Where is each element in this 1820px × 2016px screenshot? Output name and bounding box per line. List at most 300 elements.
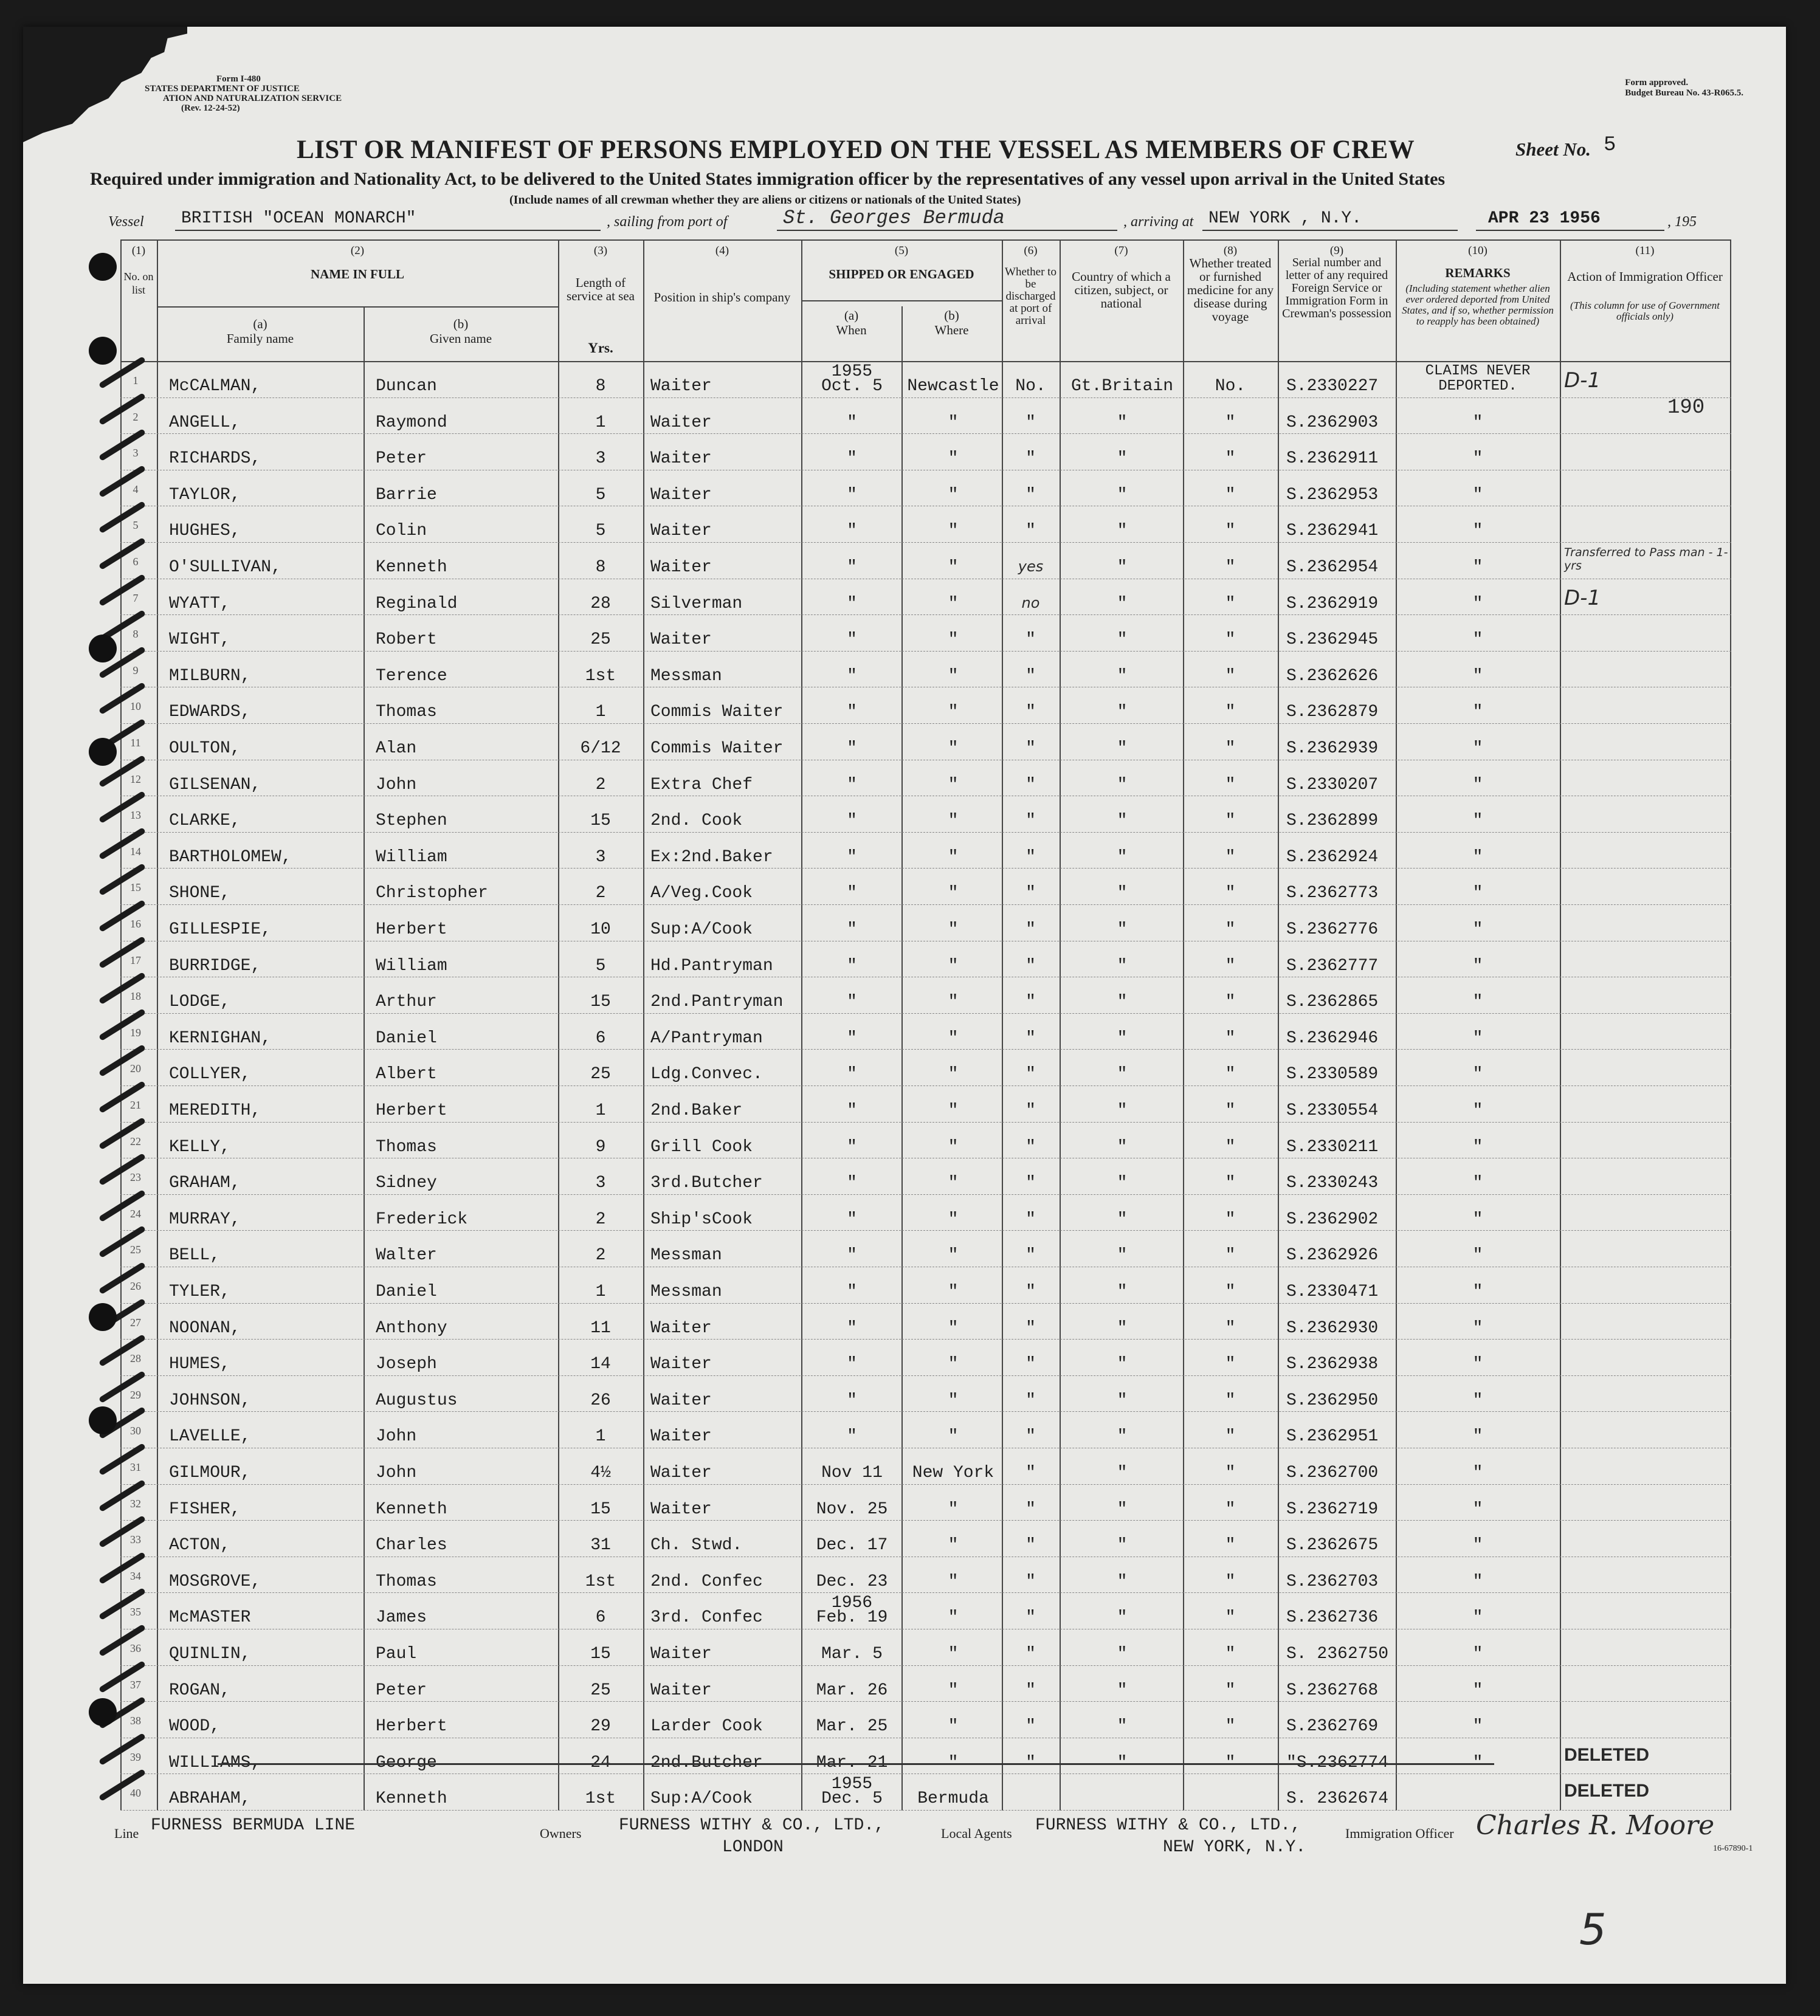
table-row: [120, 1339, 1731, 1375]
cell-position: Waiter: [650, 1464, 712, 1482]
table-row: [120, 1013, 1731, 1050]
cell-serial: S.2362919: [1286, 594, 1379, 613]
row-number: 23: [130, 1171, 141, 1184]
cell-country: ": [1117, 449, 1128, 469]
cell-discharged: ": [1025, 920, 1036, 939]
cell-where: ": [948, 1536, 959, 1555]
header-country: Country of which a citizen, subject, or national: [1072, 269, 1171, 311]
cell-when: Feb. 19: [816, 1608, 888, 1628]
table-row: [120, 1303, 1731, 1340]
page-title: LIST OR MANIFEST OF PERSONS EMPLOYED ON THE VESSEL AS MEMBERS OF CREW: [297, 136, 1415, 164]
cell-country: ": [1117, 1391, 1128, 1410]
cell-where: ": [948, 1318, 959, 1338]
cell-family: WILLIAMS,: [169, 1753, 261, 1772]
cell-position: Larder Cook: [650, 1717, 763, 1736]
cell-length: 6: [595, 1608, 606, 1628]
cell-length: 24: [590, 1753, 611, 1772]
cell-position: 3rd.Butcher: [650, 1174, 763, 1193]
cell-remarks: ": [1472, 485, 1483, 504]
cell-given: John: [376, 1464, 417, 1482]
cell-position: 2nd.Pantryman: [650, 993, 784, 1012]
cell-length: 2: [595, 775, 606, 794]
header-when-sub: (a): [844, 308, 859, 323]
cell-when: ": [847, 666, 857, 686]
row-number: 3: [133, 447, 139, 459]
cell-discharged: ": [1025, 666, 1036, 686]
cell-position: Grill Cook: [650, 1137, 753, 1157]
row-number: 15: [130, 881, 141, 894]
cell-serial: S.2362911: [1286, 449, 1379, 469]
row-number: 35: [130, 1606, 141, 1619]
cell-given: William: [376, 847, 447, 867]
col-num-9: (9): [1329, 244, 1344, 257]
cell-given: Peter: [376, 449, 427, 469]
cell-country: ": [1117, 1717, 1128, 1736]
row-number: 39: [130, 1750, 141, 1763]
cell-remarks: ": [1472, 558, 1483, 577]
cell-remarks: ": [1472, 413, 1483, 432]
cell-medicine: ": [1225, 1464, 1236, 1482]
binder-hole: [89, 337, 117, 365]
binder-hole: [89, 738, 117, 766]
cell-length: 4½: [590, 1464, 611, 1482]
cell-length: 15: [590, 1499, 611, 1519]
cell-position: Silverman: [650, 594, 743, 613]
cell-length: 15: [590, 811, 611, 831]
cell-where: ": [948, 666, 959, 686]
approved-label: Form approved.: [1625, 78, 1689, 88]
cell-when: ": [847, 956, 857, 975]
cell-remarks: ": [1472, 630, 1483, 650]
cell-position: 3rd. Confec: [650, 1608, 763, 1628]
cell-discharged: ": [1025, 1499, 1036, 1519]
table-row: [120, 1520, 1731, 1557]
cell-length: 3: [595, 1174, 606, 1193]
cell-where: ": [948, 1391, 959, 1410]
cell-remarks: ": [1472, 993, 1483, 1012]
cell-when: ": [847, 847, 857, 867]
cell-given: Anthony: [376, 1318, 447, 1338]
cell-remarks: ": [1472, 775, 1483, 794]
cell-action: Transferred to Pass man - 1-yrs: [1564, 546, 1728, 573]
header-given-name: Given name: [429, 331, 492, 346]
cell-length: 5: [595, 521, 606, 541]
arriving-label: , arriving at: [1123, 214, 1194, 230]
cell-length: 3: [595, 449, 606, 469]
cell-remarks: ": [1472, 703, 1483, 722]
cell-medicine: ": [1225, 1391, 1236, 1410]
cell-discharged: ": [1025, 739, 1036, 758]
cell-family: LAVELLE,: [169, 1427, 251, 1447]
cell-serial: S. 2362750: [1286, 1645, 1389, 1663]
manifest-sheet: [23, 27, 1786, 1984]
cell-family: KERNIGHAN,: [169, 1028, 272, 1048]
cell-when: Dec. 5: [821, 1789, 883, 1809]
cell-when: Mar. 25: [816, 1717, 888, 1736]
table-row: [120, 361, 1731, 397]
cell-country: ": [1117, 920, 1128, 939]
cell-serial: S.2330243: [1286, 1174, 1379, 1193]
cell-medicine: ": [1225, 1608, 1236, 1628]
header-remarks-note: (Including statement whether alien ever ordered deported from United States, and if so, whether permission to reapply has been obtained): [1402, 283, 1554, 327]
cell-position: Commis Waiter: [650, 703, 784, 722]
cell-serial: S.2362924: [1286, 847, 1379, 867]
cell-family: McMASTER: [169, 1608, 251, 1628]
table-row: [120, 1665, 1731, 1702]
cell-family: O'SULLIVAN,: [169, 558, 281, 577]
cell-action: DELETED: [1564, 1781, 1650, 1801]
table-row: [120, 1411, 1731, 1448]
cell-country: ": [1117, 1427, 1128, 1447]
cell-serial: S.2362899: [1286, 811, 1379, 831]
cell-country: ": [1117, 1572, 1128, 1591]
row-number: 32: [130, 1497, 141, 1510]
cell-discharged: ": [1025, 1028, 1036, 1048]
cell-position: Extra Chef: [650, 775, 753, 794]
service: ATION AND NATURALIZATION SERVICE: [163, 94, 342, 103]
row-number: 28: [130, 1352, 141, 1365]
table-row: [120, 1629, 1731, 1665]
cell-discharged: ": [1025, 1572, 1036, 1591]
cell-medicine: ": [1225, 1282, 1236, 1301]
cell-medicine: ": [1225, 956, 1236, 975]
cell-serial: S.2362879: [1286, 703, 1379, 722]
cell-serial: S.2362950: [1286, 1391, 1379, 1410]
header-given-sub: (b): [453, 317, 469, 331]
cell-length: 1st: [585, 1572, 616, 1591]
cell-medicine: ": [1225, 993, 1236, 1012]
cell-discharged: ": [1025, 1174, 1036, 1193]
cell-discharged: ": [1025, 1246, 1036, 1265]
cell-discharged: no: [1021, 594, 1040, 611]
cell-discharged: ": [1025, 1355, 1036, 1374]
cell-family: BELL,: [169, 1246, 221, 1265]
cell-when-year: 1955: [831, 362, 873, 381]
cell-when: ": [847, 1282, 857, 1301]
cell-where: Newcastle: [907, 377, 999, 396]
cell-where: ": [948, 1209, 959, 1229]
cell-given: Herbert: [376, 920, 447, 939]
cell-where: ": [948, 1137, 959, 1157]
row-number: 17: [130, 954, 141, 966]
cell-country: Gt.Britain: [1070, 377, 1174, 396]
cell-where: ": [948, 1355, 959, 1374]
form-approved: [1625, 78, 1743, 98]
cell-where: ": [948, 1608, 959, 1628]
cell-length: 2: [595, 1209, 606, 1229]
cell-length: 8: [595, 558, 606, 577]
table-row: [120, 1375, 1731, 1412]
cell-where: ": [948, 630, 959, 650]
cell-serial: S.2330211: [1286, 1137, 1379, 1157]
cell-given: Kenneth: [376, 1499, 447, 1519]
row-number: 24: [130, 1207, 141, 1220]
table-row: [120, 542, 1731, 579]
agents-value: FURNESS WITHY & CO., LTD.,: [1035, 1816, 1301, 1835]
cell-when: ": [847, 993, 857, 1012]
cell-position: Waiter: [650, 1681, 712, 1700]
cell-given: Herbert: [376, 1717, 447, 1736]
header-serial: Serial number and letter of any required Foreign Service or Immigration Form in Crewman's possession: [1282, 256, 1391, 320]
cell-given: Charles: [376, 1536, 447, 1555]
cell-medicine: ": [1225, 1427, 1236, 1447]
cell-position: Ldg.Convec.: [650, 1065, 763, 1084]
cell-remarks: ": [1472, 1282, 1483, 1301]
cell-where: ": [948, 739, 959, 758]
cell-remarks: ": [1472, 1572, 1483, 1591]
cell-family: FISHER,: [169, 1499, 241, 1519]
cell-serial: S.2362768: [1286, 1681, 1379, 1700]
cell-where: ": [948, 1753, 959, 1772]
table-row: [120, 1267, 1731, 1303]
cell-position: Waiter: [650, 1391, 712, 1410]
header-no-on-list: No. on list: [123, 270, 154, 296]
col-num-7: (7): [1114, 244, 1128, 257]
table-row: [120, 1484, 1731, 1521]
cell-given: Albert: [376, 1065, 437, 1084]
cell-serial: S.2362939: [1286, 739, 1379, 758]
cell-family: MEREDITH,: [169, 1101, 261, 1120]
row-number: 8: [133, 628, 139, 641]
cell-given: Frederick: [376, 1209, 468, 1229]
cell-discharged: ": [1025, 1608, 1036, 1628]
cell-action: D-1: [1564, 368, 1601, 393]
cell-medicine: ": [1225, 1101, 1236, 1120]
cell-serial: S.2362941: [1286, 521, 1379, 541]
cell-family: TAYLOR,: [169, 485, 241, 504]
cell-where: ": [948, 1499, 959, 1519]
cell-when: ": [847, 449, 857, 469]
header-where-sub: (b): [944, 308, 959, 323]
crew-table: [120, 239, 1731, 1811]
cell-discharged: ": [1025, 811, 1036, 831]
row-number: 14: [130, 845, 141, 858]
cell-family: MILBURN,: [169, 666, 251, 686]
cell-when: Nov. 25: [816, 1499, 888, 1519]
cell-country: ": [1117, 1536, 1128, 1555]
header-family-name: Family name: [226, 331, 294, 346]
cell-medicine: ": [1225, 920, 1236, 939]
subtitle: Required under immigration and Nationality Act, to be delivered to the United States immigration officer by the representatives of any vessel upon arrival in the United States: [90, 169, 1446, 189]
cell-remarks: ": [1472, 1174, 1483, 1193]
table-row: [120, 1230, 1731, 1267]
cell-given: Thomas: [376, 1572, 437, 1591]
row-number: 10: [130, 700, 141, 713]
cell-given: Peter: [376, 1681, 427, 1700]
row-number: 37: [130, 1678, 141, 1691]
cell-given: Sidney: [376, 1174, 437, 1193]
cell-length: 6: [595, 1028, 606, 1048]
cell-discharged: ": [1025, 1753, 1036, 1772]
cell-discharged: ": [1025, 521, 1036, 541]
cell-country: ": [1117, 884, 1128, 903]
cell-discharged: No.: [1015, 377, 1046, 396]
cell-medicine: ": [1225, 1645, 1236, 1663]
cell-length: 25: [590, 1065, 611, 1084]
cell-length: 5: [595, 956, 606, 975]
cell-remarks: ": [1472, 1717, 1483, 1736]
vessel-label: Vessel: [108, 214, 144, 230]
table-row: [120, 1701, 1731, 1738]
form-meta: [145, 74, 342, 113]
cell-family: HUGHES,: [169, 521, 241, 541]
row-number: 9: [133, 664, 139, 676]
cell-when: Oct. 5: [821, 377, 883, 396]
cell-where: ": [948, 1717, 959, 1736]
cell-medicine: ": [1225, 703, 1236, 722]
cell-where: ": [948, 413, 959, 432]
cell-given: Augustus: [376, 1391, 458, 1410]
form-number: Form I-480: [216, 74, 261, 84]
cell-length: 25: [590, 1681, 611, 1700]
cell-length: 1: [595, 1282, 606, 1301]
cell-when: ": [847, 703, 857, 722]
cell-when: Dec. 23: [816, 1572, 888, 1591]
cell-discharged: ": [1025, 1391, 1036, 1410]
cell-serial: S.2330227: [1286, 377, 1379, 396]
cell-country: ": [1117, 1209, 1128, 1229]
cell-given: George: [376, 1753, 437, 1772]
cell-when: Mar. 5: [821, 1645, 883, 1663]
cell-family: WIGHT,: [169, 630, 230, 650]
cell-position: Messman: [650, 1246, 722, 1265]
cell-medicine: ": [1225, 1753, 1236, 1772]
strike-through: [218, 1763, 1494, 1765]
cell-medicine: ": [1225, 1572, 1236, 1591]
cell-length: 1st: [585, 666, 616, 686]
row-number: 20: [130, 1062, 141, 1075]
cell-where: Bermuda: [917, 1789, 989, 1809]
cell-action: D-1: [1564, 585, 1601, 610]
cell-remarks: ": [1472, 1536, 1483, 1555]
header-name-in-full: NAME IN FULL: [310, 267, 404, 281]
cell-where: ": [948, 594, 959, 613]
row-number: 16: [130, 918, 141, 930]
binder-hole: [89, 1698, 117, 1726]
cell-position: Messman: [650, 666, 722, 686]
cell-country: ": [1117, 1065, 1128, 1084]
col-num-10: (10): [1468, 244, 1487, 257]
cell-serial: S.2330207: [1286, 775, 1379, 794]
cell-serial: S.2362777: [1286, 956, 1379, 975]
cell-family: GILLESPIE,: [169, 920, 272, 939]
cell-remarks: ": [1472, 666, 1483, 686]
cell-position: Commis Waiter: [650, 739, 784, 758]
row-number: 22: [130, 1135, 141, 1147]
form-revision: (Rev. 12-24-52): [181, 103, 240, 113]
cell-medicine: ": [1225, 1028, 1236, 1048]
row-number: 40: [130, 1787, 141, 1800]
col-num-3: (3): [593, 244, 608, 257]
row-number: 6: [133, 556, 139, 568]
cell-country: ": [1117, 775, 1128, 794]
page-mark: 5: [1579, 1905, 1607, 1955]
cell-serial: S.2362675: [1286, 1536, 1379, 1555]
cell-country: ": [1117, 1174, 1128, 1193]
cell-remarks: ": [1472, 1681, 1483, 1700]
cell-country: ": [1117, 594, 1128, 613]
cell-remarks: ": [1472, 920, 1483, 939]
header-action-note: (This column for use of Government officials only): [1570, 300, 1720, 322]
cell-discharged: ": [1025, 1717, 1036, 1736]
cell-remarks: ": [1472, 1246, 1483, 1265]
cell-length: 15: [590, 1645, 611, 1663]
cell-remarks: ": [1472, 1753, 1483, 1772]
cell-given: James: [376, 1608, 427, 1628]
cell-remarks: ": [1472, 1427, 1483, 1447]
cell-serial: S.2362926: [1286, 1246, 1379, 1265]
cell-country: ": [1117, 485, 1128, 504]
cell-position: Ch. Stwd.: [650, 1536, 743, 1555]
cell-when: ": [847, 1174, 857, 1193]
cell-length: 6/12: [580, 739, 621, 758]
cell-position: Waiter: [650, 485, 712, 504]
cell-length: 11: [590, 1318, 611, 1338]
cell-when: ": [847, 1101, 857, 1120]
cell-position: A/Pantryman: [650, 1028, 763, 1048]
vessel-line: [108, 208, 1713, 235]
cell-given: Daniel: [376, 1282, 437, 1301]
cell-medicine: ": [1225, 630, 1236, 650]
cell-discharged: ": [1025, 1645, 1036, 1663]
cell-discharged: ": [1025, 847, 1036, 867]
cell-country: ": [1117, 1681, 1128, 1700]
row-number: 36: [130, 1642, 141, 1654]
cell-medicine: ": [1225, 666, 1236, 686]
footer: [114, 1810, 1731, 1887]
cell-length: 1: [595, 703, 606, 722]
form-code: 16-67890-1: [1713, 1844, 1753, 1853]
cell-remarks: ": [1472, 1101, 1483, 1120]
col-num-4: (4): [715, 244, 729, 257]
cell-family: McCALMAN,: [169, 377, 261, 396]
cell-family: NOONAN,: [169, 1318, 241, 1338]
cell-length: 26: [590, 1391, 611, 1410]
cell-country: ": [1117, 739, 1128, 758]
cell-when: Nov 11: [821, 1464, 883, 1482]
cell-medicine: ": [1225, 521, 1236, 541]
table-row: [120, 723, 1731, 760]
cell-when: ": [847, 558, 857, 577]
cell-discharged: ": [1025, 775, 1036, 794]
table-row: [120, 1049, 1731, 1085]
cell-medicine: ": [1225, 739, 1236, 758]
cell-country: ": [1117, 521, 1128, 541]
table-row: [120, 1738, 1731, 1774]
cell-serial: S.2362626: [1286, 666, 1379, 686]
cell-length: 1: [595, 1101, 606, 1120]
cell-when: ": [847, 1065, 857, 1084]
line-value: FURNESS BERMUDA LINE: [151, 1816, 356, 1835]
cell-medicine: ": [1225, 558, 1236, 577]
cell-length: 10: [590, 920, 611, 939]
cell-remarks: ": [1472, 1464, 1483, 1482]
cell-when: ": [847, 1427, 857, 1447]
table-row: [120, 832, 1731, 869]
cell-where: ": [948, 1572, 959, 1591]
row-number: 4: [133, 483, 139, 495]
officer-label: Immigration Officer: [1345, 1826, 1454, 1841]
col-num-1: (1): [131, 244, 146, 257]
cell-medicine: ": [1225, 1137, 1236, 1157]
row-number: 30: [130, 1425, 141, 1437]
cell-family: GILMOUR,: [169, 1464, 251, 1482]
cell-position: Waiter: [650, 1645, 712, 1663]
col-num-11: (11): [1635, 244, 1655, 257]
cell-position: 2nd.Baker: [650, 1101, 743, 1120]
cell-family: EDWARDS,: [169, 703, 251, 722]
cell-position: Waiter: [650, 449, 712, 469]
